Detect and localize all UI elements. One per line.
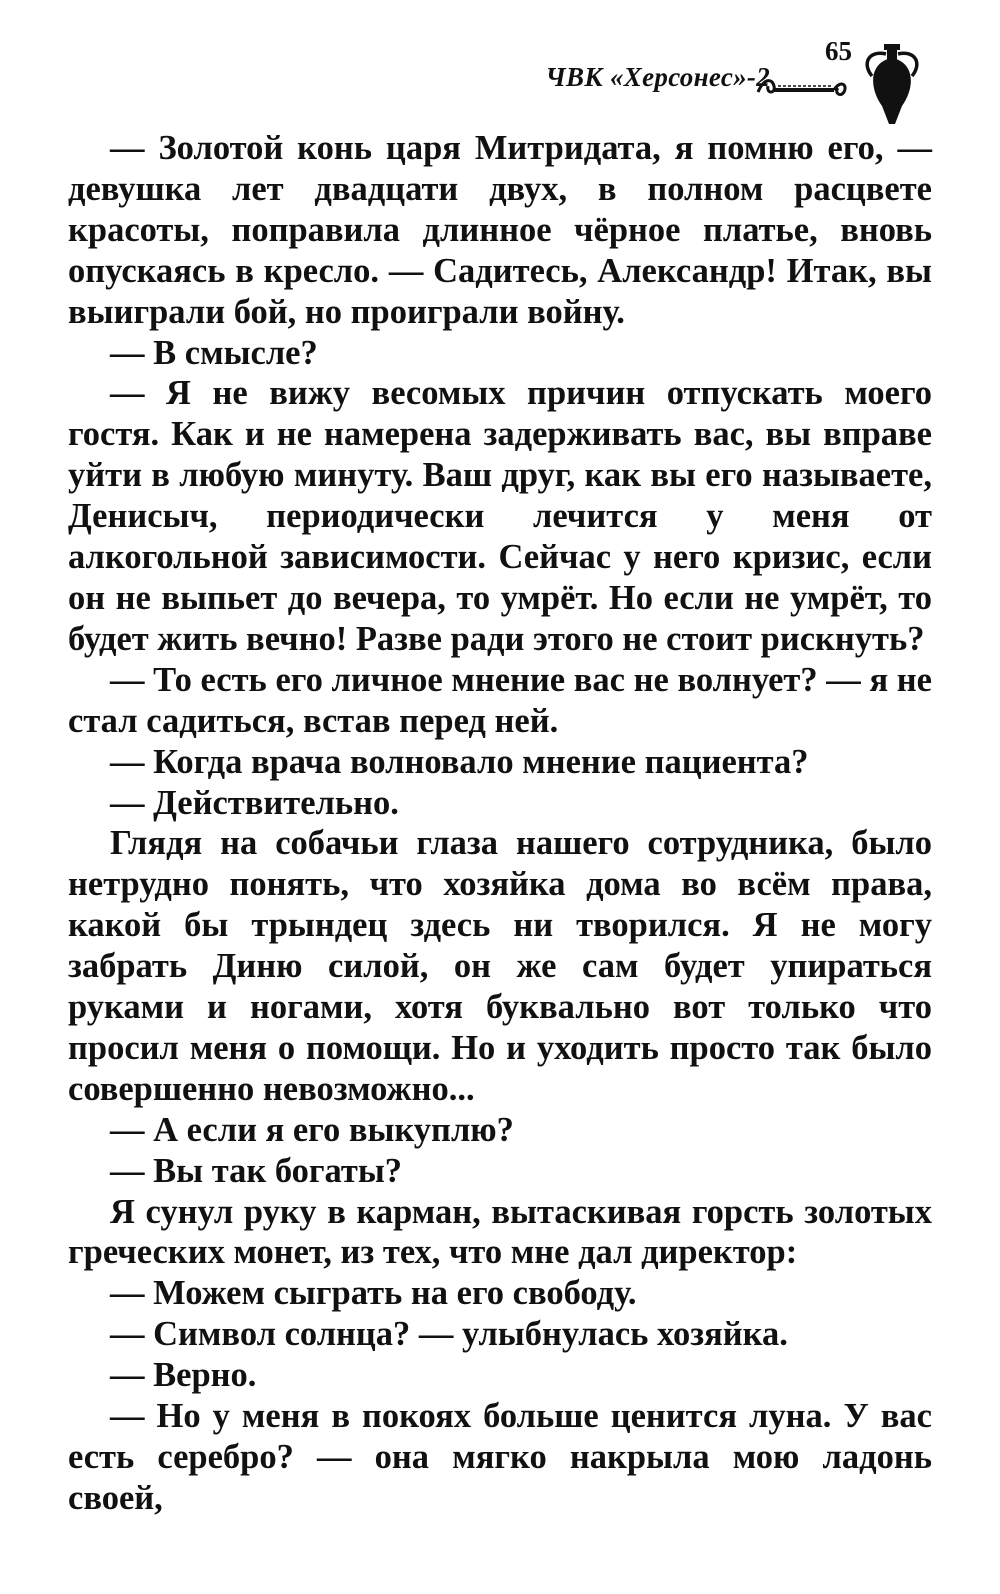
- paragraph: — А если я его выкуплю?: [110, 1110, 514, 1149]
- paragraph: — Когда врача волновало мнение пациента?: [110, 742, 809, 781]
- page-header: [0, 36, 1000, 126]
- paragraph: — Действительно.: [110, 783, 399, 822]
- paragraph: — В смысле?: [110, 333, 318, 372]
- paragraph: Глядя на собачьи глаза нашего сотрудника, было нетрудно понять, что хозяйка дома во всём права, какой бы трындец здесь ни творился. Я не могу забрать Диню силой, он же сам будет упираться руками и ногами, хотя буквально вот только что просил меня о помощи. Но и уходить просто так было совершенно невозможно...: [68, 824, 932, 1108]
- scroll-ornament-icon: [754, 72, 850, 98]
- amphora-icon: [862, 40, 922, 126]
- paragraph: — Я не вижу весомых причин отпускать моего гостя. Как и не намерена задерживать вас, вы вправе уйти в любую минуту. Ваш друг, как вы его называете, Денисыч, периодически лечится у меня от алкогольной зависимости. Сейчас у него кризис, если он не выпьет до вечера, то умрёт. Но если не умрёт, то будет жить вечно! Разве ради этого не стоит рискнуть?: [68, 374, 932, 658]
- paragraph: — Вы так богаты?: [110, 1151, 403, 1190]
- paragraph: — Верно.: [110, 1356, 257, 1395]
- paragraph: — Можем сыграть на его свободу.: [110, 1274, 637, 1313]
- running-title: ЧВК «Херсонес»-2: [545, 62, 770, 92]
- paragraph: — То есть его личное мнение вас не волнует? — я не стал садиться, встав перед ней.: [68, 660, 932, 740]
- body-text: [68, 128, 932, 1519]
- page-number: 65: [825, 36, 852, 66]
- paragraph: Я сунул руку в карман, вытаскивая горсть золотых греческих монет, из тех, что мне дал директор:: [68, 1192, 932, 1272]
- paragraph: — Но у меня в покоях больше ценится луна. У вас есть серебро? — она мягко накрыла мою ладонь своей,: [68, 1397, 932, 1517]
- paragraph: — Символ солнца? — улыбнулась хозяйка.: [110, 1315, 788, 1354]
- paragraph: — Золотой конь царя Митридата, я помню его, — девушка лет двадцати двух, в полном расцвете красоты, поправила длинное чёрное платье, вновь опускаясь в кресло. — Садитесь, Александр! Итак, вы выиграли бой, но проиграли войну.: [68, 129, 932, 331]
